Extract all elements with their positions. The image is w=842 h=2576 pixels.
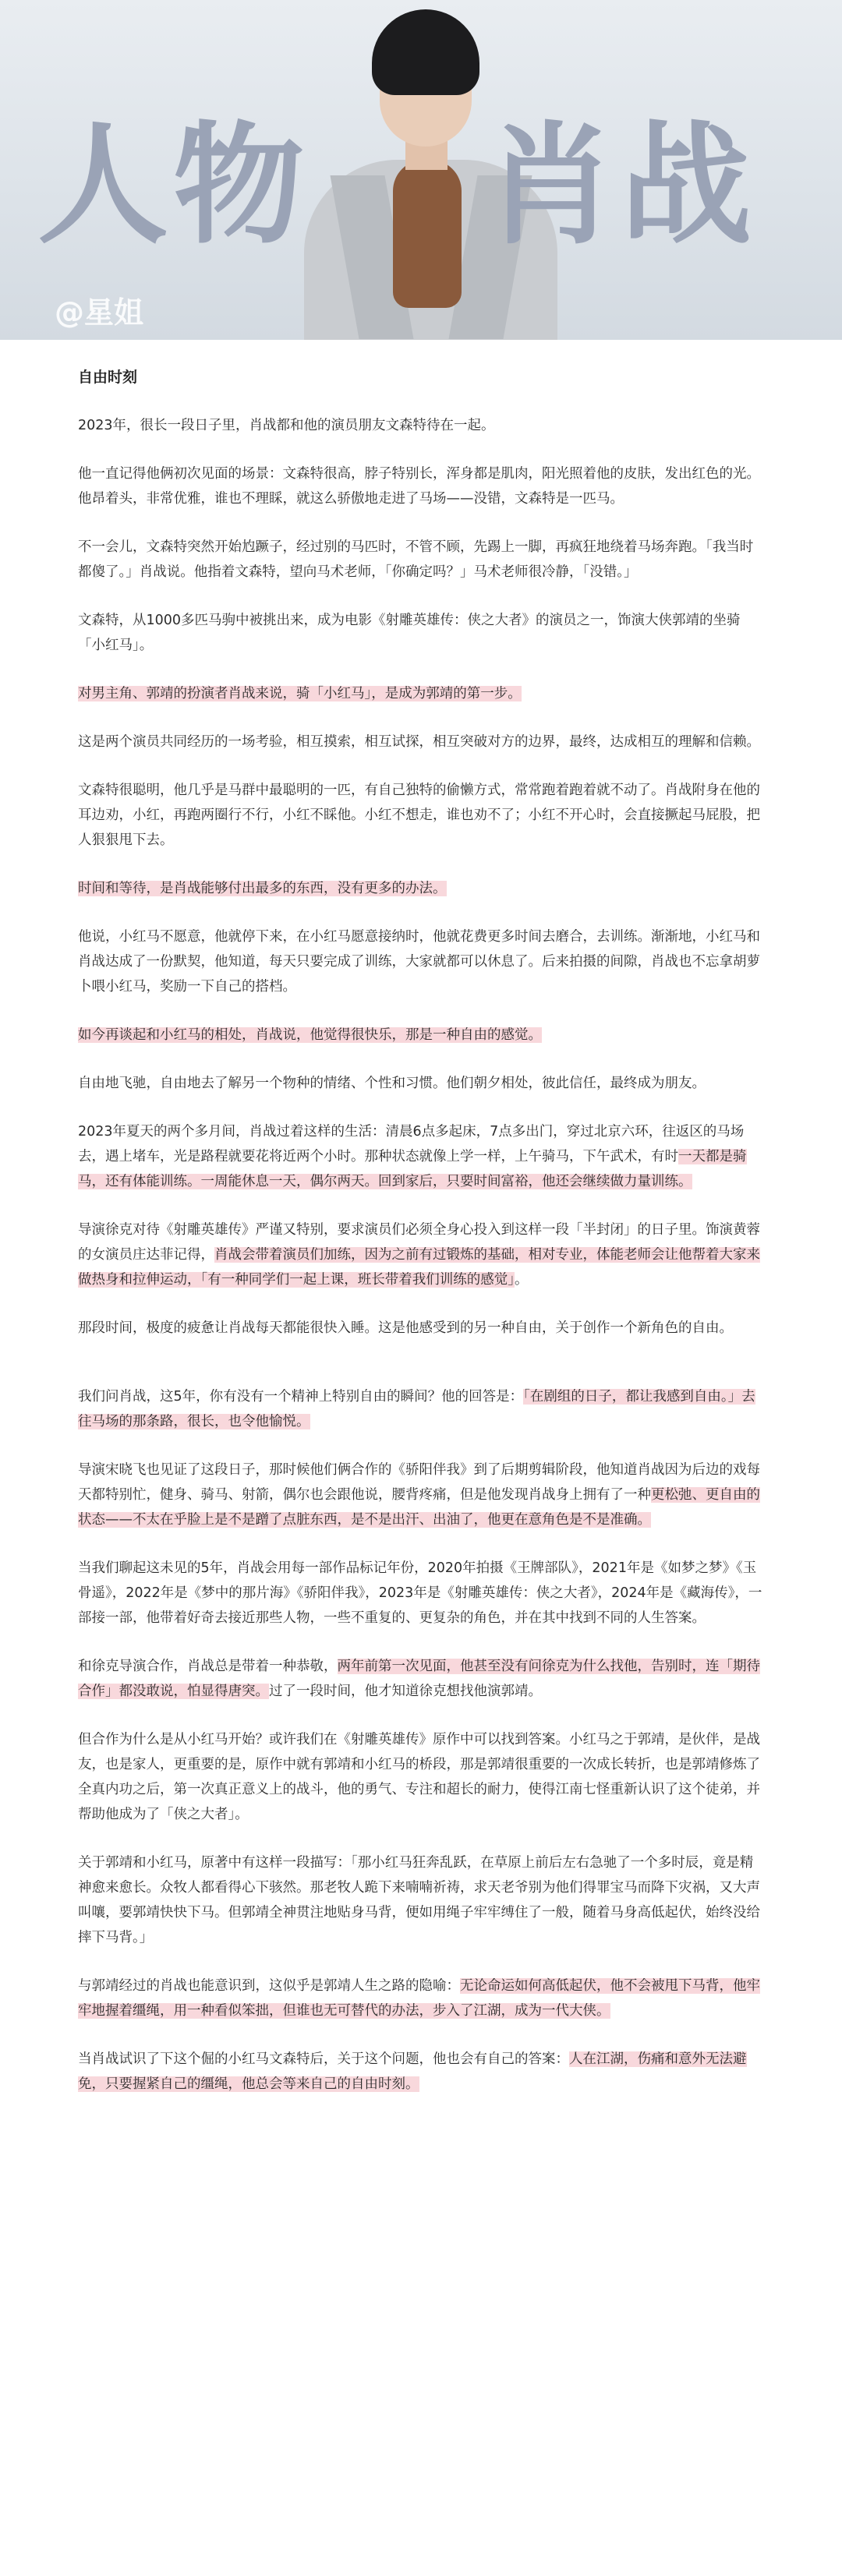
highlighted-text: 「在剧组的日子，都让我感到自由。」去往马场的那条路，很长，也令他愉悦。 [78, 1389, 755, 1429]
paragraph [78, 2047, 764, 2097]
paragraph [78, 1316, 764, 1341]
text-segment: 他一直记得他俩初次见面的场景：文森特很高，脖子特别长，浑身都是肌肉，阳光照着他的皮肤，发出红色的光。他昂着头，非常优雅，谁也不理睬，就这么骄傲地走进了马场——没错，文森特是一匹马。 [78, 466, 760, 507]
paragraph [78, 1119, 764, 1194]
paragraph [78, 1974, 764, 2023]
text-segment: 这是两个演员共同经历的一场考验，相互摸索，相互试探，相互突破对方的边界，最终，达成相互的理解和信赖。 [78, 734, 760, 750]
text-segment: 2023年，很长一段日子里，肖战都和他的演员朋友文森特待在一起。 [78, 418, 495, 433]
paragraph [78, 1727, 764, 1827]
text-segment: 。 [515, 1272, 529, 1288]
text-segment: 关于郭靖和小红马，原著中有这样一段描写：「那小红马狂奔乱跃，在草原上前后左右急驰了一个多时辰，竟是精神愈来愈长。众牧人都看得心下骇然。那老牧人跪下来喃喃祈祷，求天老爷别为他们得罪宝马而降下灾祸，又大声叫嚷，要郭靖快快下马。但郭靖全神贯注地贴身马背，便如用绳子牢牢缚住了一般，随着马身高低起伏，始终没给摔下马背。」 [78, 1855, 760, 1945]
text-segment: 过了一段时间，他才知道徐克想找他演郭靖。 [269, 1684, 542, 1699]
text-segment: 与郭靖经过的肖战也能意识到，这似乎是郭靖人生之路的隐喻： [78, 1978, 460, 1994]
highlighted-text: 人在江湖，伤痛和意外无法避免，只要握紧自己的缰绳，他总会等来自己的自由时刻。 [78, 2051, 747, 2092]
paragraph [78, 461, 764, 511]
paragraph [78, 413, 764, 438]
paragraph [78, 1458, 764, 1532]
paragraph [78, 1850, 764, 1950]
highlighted-text: 对男主角、郭靖的扮演者肖战来说，骑「小红马」，是成为郭靖的第一步。 [78, 686, 522, 701]
watermark: @星姐 [55, 295, 144, 330]
highlighted-text: 无论命运如何高低起伏，他不会被甩下马背，他牢牢地握着缰绳，用一种看似笨拙，但谁也无可替代的办法，步入了江湖，成为一代大侠。 [78, 1978, 760, 2019]
article-body [78, 365, 764, 2120]
highlighted-text: 一天都是骑马，还有体能训练。一周能休息一天，偶尔两天。回到家后，只要时间富裕，他还会继续做力量训练。 [78, 1149, 747, 1189]
paragraph [78, 730, 764, 754]
text-segment: 他说，小红马不愿意，他就停下来，在小红马愿意接纳时，他就花费更多时间去磨合，去训练。渐渐地，小红马和肖战达成了一份默契，他知道，每天只要完成了训练，大家就都可以休息了。后来拍摄的间隙，肖战也不忘拿胡萝卜喂小红马，奖励一下自己的搭档。 [78, 929, 760, 995]
portrait-hair [372, 9, 479, 95]
text-segment: 文森特，从1000多匹马驹中被挑出来，成为电影《射雕英雄传：侠之大者》的演员之一，饰演大侠郭靖的坐骑「小红马」。 [78, 613, 741, 653]
paragraph [78, 1556, 764, 1631]
highlighted-text: 肖战会带着演员们加练，因为之前有过锻炼的基础，相对专业，体能老师会让他帮着大家来做热身和拉伸运动，「有一种同学们一起上课，班长带着我们训练的感觉」 [78, 1247, 760, 1288]
paragraph [78, 1654, 764, 1704]
text-segment: 自由地飞驰，自由地去了解另一个物种的情绪、个性和习惯。他们朝夕相处，彼此信任，最终成为朋友。 [78, 1076, 706, 1091]
text-segment: 2023年夏天的两个多月间，肖战过着这样的生活：清晨6点多起床，7点多出门，穿过北京六环，往返区的马场去，遇上堵车，光是路程就要花将近两个小时。那种状态就像上学一样，上午骑马，下午武术，有时 [78, 1124, 745, 1164]
paragraph [78, 608, 764, 658]
paragraph [78, 1384, 764, 1434]
paragraph [78, 681, 764, 706]
highlighted-text: 更松弛、更自由的状态——不太在乎脸上是不是蹭了点脏东西，是不是出汗、出油了，他更在意角色是不是准确。 [78, 1487, 760, 1528]
text-segment: 但合作为什么是从小红马开始？或许我们在《射雕英雄传》原作中可以找到答案。小红马之于郭靖，是伙伴，是战友，也是家人，更重要的是，原作中就有郭靖和小红马的桥段，那是郭靖很重要的一次成长转折，也是郭靖修炼了全真内功之后，第一次真正意义上的战斗，他的勇气、专注和超长的耐力，使得江南七怪重新认识了这个徒弟，并帮助他成为了「侠之大者」。 [78, 1732, 760, 1822]
paragraph [78, 1023, 764, 1048]
article-heading: 自由时刻 [78, 369, 138, 386]
paragraph [78, 924, 764, 999]
paragraph [78, 876, 764, 901]
portrait-scarf [393, 160, 462, 308]
highlighted-text: 两年前第一次见面，他甚至没有问徐克为什么找他，告别时，连「期待合作」都没敢说，怕显得唐突。 [78, 1659, 760, 1699]
text-segment: 不一会儿，文森特突然开始尥蹶子，经过别的马匹时，不管不顾，先踢上一脚，再疯狂地绕着马场奔跑。「我当时都傻了。」肖战说。他指着文森特，望向马术老师，「你确定吗？」马术老师很冷静，「没错。」 [78, 539, 754, 580]
highlighted-text: 时间和等待，是肖战能够付出最多的东西，没有更多的办法。 [78, 881, 447, 896]
text-segment: 和徐克导演合作，肖战总是带着一种恭敬， [78, 1659, 338, 1674]
paragraph [78, 1071, 764, 1096]
paragraph [78, 535, 764, 585]
text-segment: 当肖战试识了下这个倔的小红马文森特后，关于这个问题，他也会有自己的答案： [78, 2051, 569, 2067]
banner-title-left: 人物 [37, 109, 309, 262]
text-segment: 导演宋晓飞也见证了这段日子，那时候他们俩合作的《骄阳伴我》到了后期剪辑阶段，他知道肖战因为后边的戏每天都特别忙，健身、骑马、射箭，偶尔也会跟他说，腰背疼痛，但是他发现肖战身上拥有了一种 [78, 1462, 760, 1503]
highlighted-text: 如今再谈起和小红马的相处，肖战说，他觉得很快乐，那是一种自由的感觉。 [78, 1027, 542, 1043]
text-segment: 文森特很聪明，他几乎是马群中最聪明的一匹，有自己独特的偷懒方式，常常跑着跑着就不动了。肖战附身在他的耳边劝，小红，再跑两圈行不行，小红不睬他。小红不想走，谁也劝不了；小红不开心时，会直接撅起马屁股，把人狠狠甩下去。 [78, 783, 760, 848]
text-segment: 我们问肖战，这5年，你有没有一个精神上特别自由的瞬间？他的回答是： [78, 1389, 524, 1405]
banner-title-right: 肖战 [485, 109, 756, 262]
paragraph [78, 778, 764, 853]
text-segment: 那段时间，极度的疲惫让肖战每天都能很快入睡。这是他感受到的另一种自由，关于创作一个新角色的自由。 [78, 1320, 733, 1336]
paragraph [78, 1217, 764, 1292]
text-segment: 导演徐克对待《射雕英雄传》严谨又特别，要求演员们必须全身心投入到这样一段「半封闭」的日子里。饰演黄蓉的女演员庄达菲记得， [78, 1222, 760, 1263]
paragraph-list [78, 413, 764, 2097]
text-segment: 当我们聊起这未见的5年，肖战会用每一部作品标记年份，2020年拍摄《王牌部队》，2021年是《如梦之梦》《玉骨遥》，2022年是《梦中的那片海》《骄阳伴我》，2023年是《射雕英雄传：侠之大者》，2024年是《藏海传》，一部接一部，他带着好奇去接近那些人物，一些不重复的、更复杂的角色，并在其中找到不同的人生答案。 [78, 1560, 762, 1626]
header-banner [0, 0, 842, 340]
section-gap [78, 1364, 764, 1384]
